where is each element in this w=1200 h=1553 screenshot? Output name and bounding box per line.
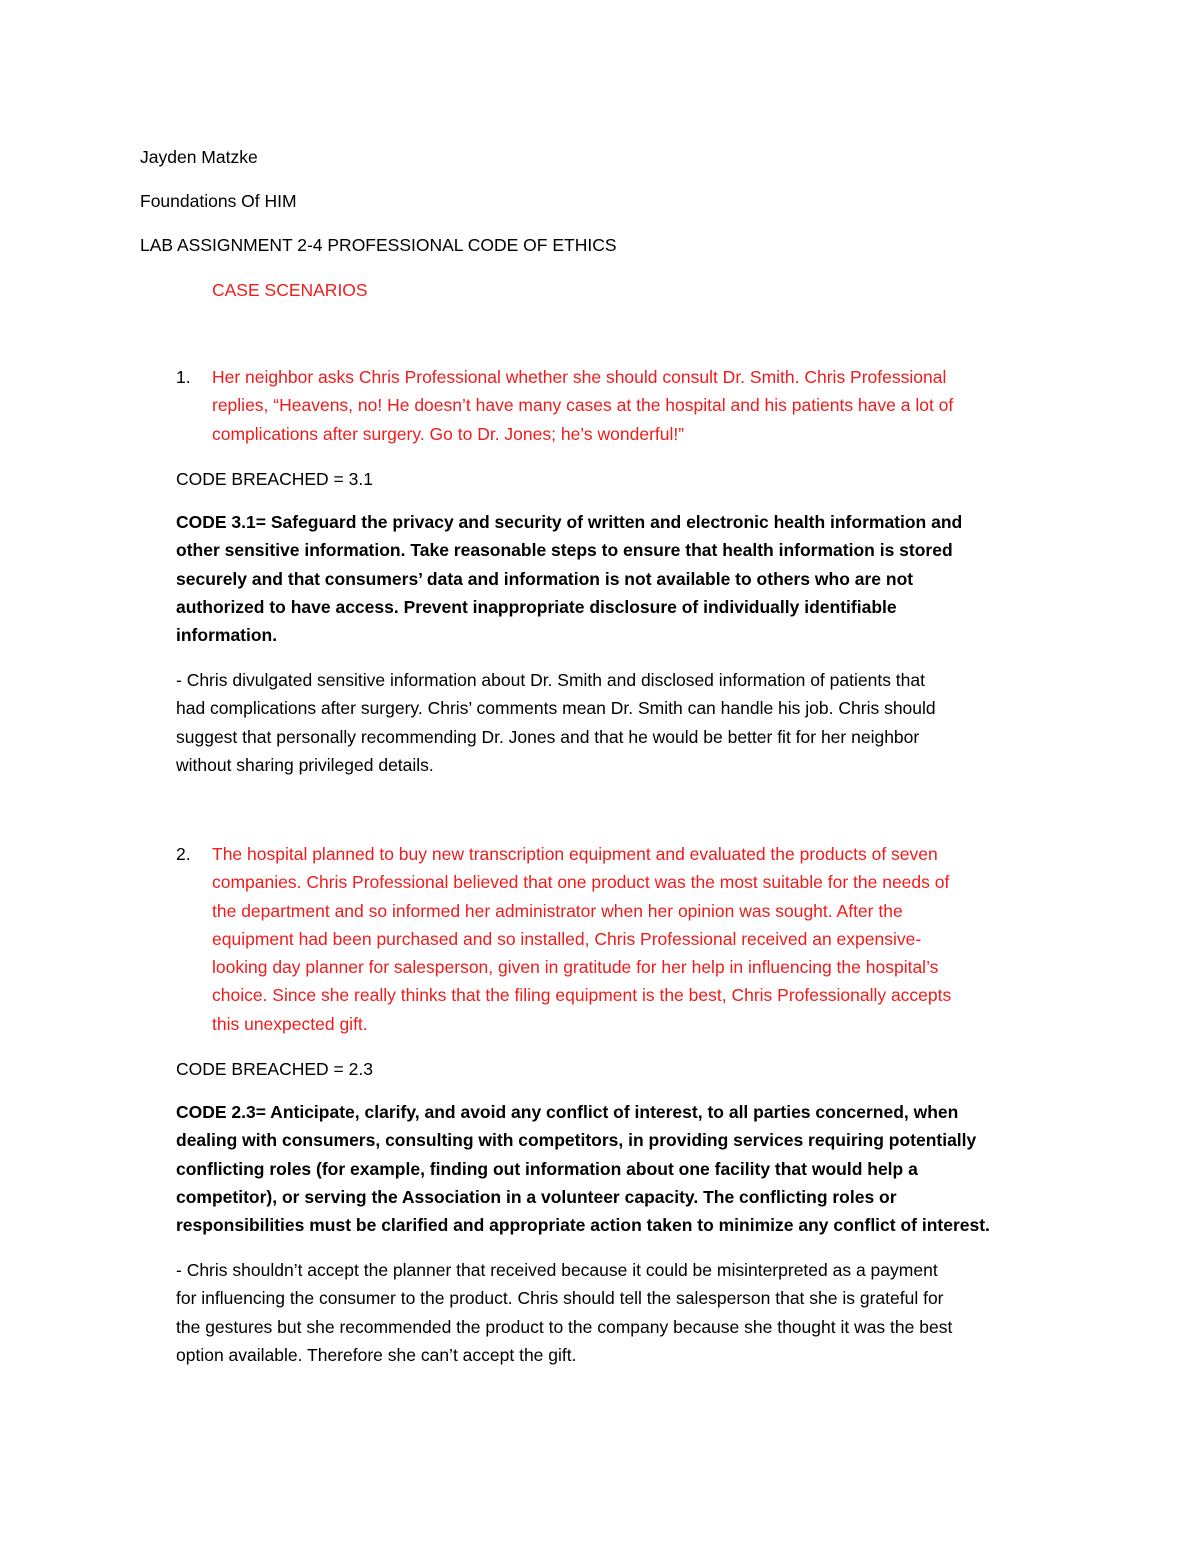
author-name: Jayden Matzke (140, 147, 258, 167)
assignment-title: LAB ASSIGNMENT 2-4 PROFESSIONAL CODE OF ETHICS (140, 235, 617, 255)
case-2-number: 2. (176, 844, 191, 864)
case-1-number: 1. (176, 367, 191, 387)
case-1-code-text: CODE 3.1= Safeguard the privacy and security of written and electronic health information and other sensitive information. Take reasonable steps to ensure that health information is stored securely and that consumers’ data and information is not available to others who are not authorized to have access. Prevent inappropriate disclosure of individually identifiable information. (176, 512, 963, 646)
case-2-response: - Chris shouldn’t accept the planner that received because it could be misinterpreted as a payment for influencing the consumer to the product. Chris should tell the salesperson that she is grateful for the gestures but she recommended the product to the company because she thought it was the best option available. Therefore she can’t accept the gift. (176, 1260, 953, 1365)
section-title: CASE SCENARIOS (212, 280, 368, 300)
case-1-scenario: Her neighbor asks Chris Professional whether she should consult Dr. Smith. Chris Professional replies, “Heavens, no! He doesn’t have many cases at the hospital and his patients have a lot of complications after surgery. Go to Dr. Jones; he’s wonderful!” (212, 367, 954, 444)
case-1-response: - Chris divulgated sensitive information about Dr. Smith and disclosed information of patients that had complications after surgery. Chris’ comments mean Dr. Smith can handle his job. Chris should suggest that personally recommending Dr. Jones and that he would be better fit for her neighbor without sharing privileged details. (176, 670, 936, 775)
case-1-code-breached: CODE BREACHED = 3.1 (176, 469, 373, 489)
case-2-code-text: CODE 2.3= Anticipate, clarify, and avoid any conflict of interest, to all parties concerned, when dealing with consumers, consulting with competitors, in providing services requiring potentially conflicting roles (for example, finding out information about one facility that would help a competitor), or serving the Association in a volunteer capacity. The conflicting roles or responsibilities must be clarified and appropriate action taken to minimize any conflict of interest. (176, 1102, 990, 1236)
course-name: Foundations Of HIM (140, 191, 297, 211)
case-2-scenario: The hospital planned to buy new transcription equipment and evaluated the products of seven companies. Chris Professional believed that one product was the most suitable for the needs of the department and so informed her administrator when her opinion was sought. After the equipment had been purchased and so installed, Chris Professional received an expensive- looking day planner for salesperson, given in gratitude for her help in influencing the hospital’s choice. Since she really thinks that the filing equipment is the best, Chris Professionally accepts this unexpected gift. (212, 844, 952, 1034)
case-2-code-breached: CODE BREACHED = 2.3 (176, 1059, 373, 1079)
